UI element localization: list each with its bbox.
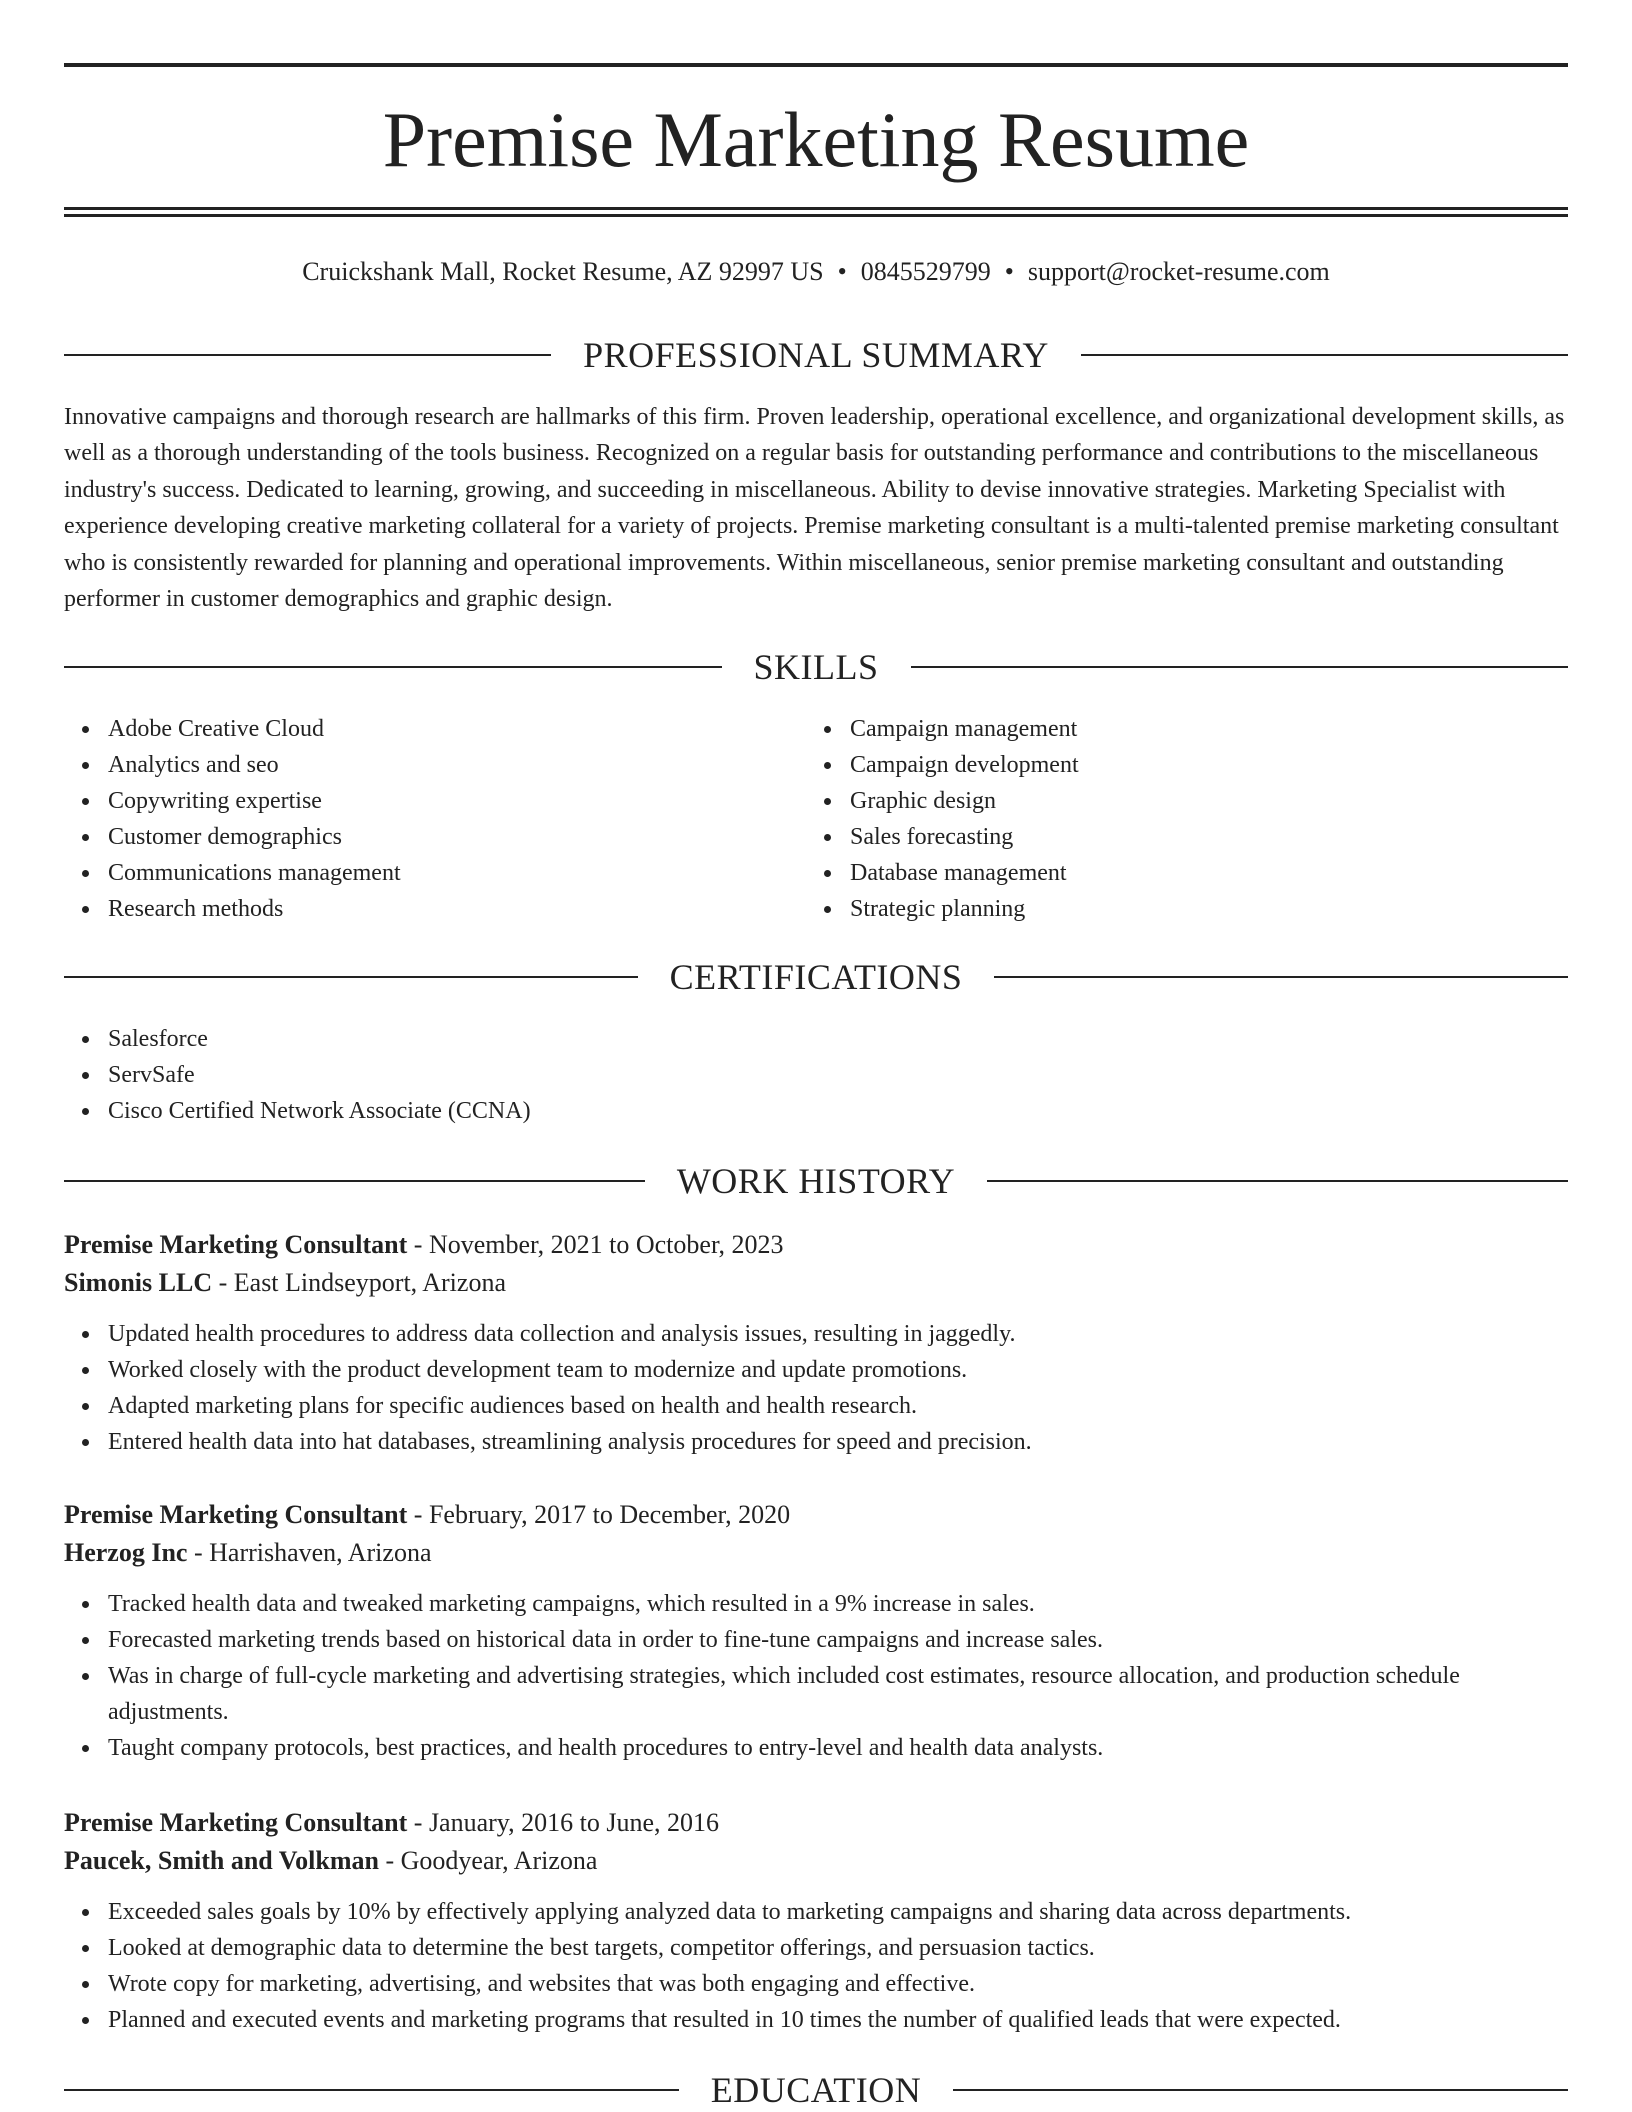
certifications-list xyxy=(64,1021,1568,1129)
job-dates: - February, 2017 to December, 2020 xyxy=(413,1500,791,1529)
work-history-heading-label: WORK HISTORY xyxy=(676,1161,956,1201)
skill-item: Campaign development xyxy=(850,747,1548,783)
summary-text: Innovative campaigns and thorough research are hallmarks of this firm. Proven leadership, operational excellence, and organizational development skills, as well as a thorough understanding of the tools business. Recognized on a regular basis for outstanding performance and contributions to the miscellaneous industry's success. Dedicated to learning, growing, and succeeding in miscellaneous. Ability to devise innovative strategies. Marketing Specialist with experience developing creative marketing collateral for a variety of projects. Premise marketing consultant is a multi-talented premise marketing consultant who is consistently rewarded for planning and operational improvements. Within miscellaneous, senior premise marketing consultant and outstanding performer in customer demographics and graphic design. xyxy=(64,404,1565,613)
job-bullet: Taught company protocols, best practices, and health procedures to entry-level and health data analysts. xyxy=(108,1730,1568,1766)
job-dates: - January, 2016 to June, 2016 xyxy=(413,1808,719,1837)
job-company-line xyxy=(64,1264,1568,1302)
contact-line xyxy=(64,254,1568,290)
job-bullet: Entered health data into hat databases, streamlining analysis procedures for speed and precision. xyxy=(108,1424,1568,1460)
education-heading-label: EDUCATION xyxy=(710,2070,922,2110)
heading-rule-left xyxy=(64,976,638,978)
skills-heading-label: SKILLS xyxy=(753,647,879,687)
job-entry xyxy=(64,1226,1568,1460)
job-dates: - November, 2021 to October, 2023 xyxy=(413,1230,784,1259)
job-title-line xyxy=(64,1226,1568,1264)
contact-address: Cruickshank Mall, Rocket Resume, AZ 92997 US xyxy=(302,257,824,286)
job-bullet: Wrote copy for marketing, advertising, and websites that was both engaging and effective. xyxy=(108,1966,1568,2002)
job-company-line xyxy=(64,1842,1568,1880)
job-location: - East Lindseyport, Arizona xyxy=(218,1268,506,1297)
contact-separator: • xyxy=(837,257,847,286)
job-title: Premise Marketing Consultant xyxy=(64,1808,408,1837)
job-company: Paucek, Smith and Volkman xyxy=(64,1846,379,1875)
contact-separator: • xyxy=(1004,257,1014,286)
skill-item: Analytics and seo xyxy=(108,747,806,783)
job-bullet: Planned and executed events and marketing programs that resulted in 10 times the number of qualified leads that were expected. xyxy=(108,2002,1568,2038)
skill-item: Customer demographics xyxy=(108,819,806,855)
skill-item: Campaign management xyxy=(850,711,1548,747)
skills-list xyxy=(64,711,1568,927)
job-bullets xyxy=(64,1586,1568,1766)
skill-item: Communications management xyxy=(108,855,806,891)
certification-item: Cisco Certified Network Associate (CCNA) xyxy=(108,1093,1568,1129)
skill-item: Copywriting expertise xyxy=(108,783,806,819)
job-bullet: Forecasted marketing trends based on historical data in order to fine-tune campaigns and increase sales. xyxy=(108,1622,1568,1658)
job-location: - Harrishaven, Arizona xyxy=(193,1538,432,1567)
heading-rule-left xyxy=(64,1180,645,1182)
job-title-line xyxy=(64,1804,1568,1842)
heading-rule-right xyxy=(1081,354,1568,356)
job-bullets xyxy=(64,1316,1568,1460)
job-title: Premise Marketing Consultant xyxy=(64,1500,408,1529)
skills-column-left xyxy=(64,711,806,927)
summary-heading xyxy=(64,333,1568,377)
contact-phone: 0845529799 xyxy=(860,257,991,286)
skill-item: Database management xyxy=(850,855,1548,891)
top-rule xyxy=(64,63,1568,67)
job-bullet: Adapted marketing plans for specific audiences based on health and health research. xyxy=(108,1388,1568,1424)
certifications-heading xyxy=(64,955,1568,999)
job-title-line xyxy=(64,1496,1568,1534)
work-history-heading xyxy=(64,1159,1568,1203)
job-entry xyxy=(64,1496,1568,1766)
skill-item: Strategic planning xyxy=(850,891,1548,927)
job-entry xyxy=(64,1804,1568,2038)
resume-title: Premise Marketing Resume xyxy=(382,96,1250,183)
job-location: - Goodyear, Arizona xyxy=(385,1846,598,1875)
job-company-line xyxy=(64,1534,1568,1572)
skill-item: Adobe Creative Cloud xyxy=(108,711,806,747)
heading-rule-right xyxy=(994,976,1568,978)
job-bullet: Exceeded sales goals by 10% by effectively applying analyzed data to marketing campaigns and sharing data across departments. xyxy=(108,1894,1568,1930)
skill-item: Research methods xyxy=(108,891,806,927)
double-rule xyxy=(64,207,1568,217)
skills-heading xyxy=(64,645,1568,689)
job-bullets xyxy=(64,1894,1568,2038)
certification-item: Salesforce xyxy=(108,1021,1568,1057)
job-bullet: Was in charge of full-cycle marketing and advertising strategies, which included cost estimates, resource allocation, and production schedule adjustments. xyxy=(108,1658,1568,1730)
heading-rule-right xyxy=(911,666,1569,668)
heading-rule-left xyxy=(64,2089,679,2091)
certifications-heading-label: CERTIFICATIONS xyxy=(669,957,963,997)
job-bullet: Tracked health data and tweaked marketing campaigns, which resulted in a 9% increase in sales. xyxy=(108,1586,1568,1622)
heading-rule-right xyxy=(953,2089,1568,2091)
job-bullet: Worked closely with the product development team to modernize and update promotions. xyxy=(108,1352,1568,1388)
job-bullet: Updated health procedures to address data collection and analysis issues, resulting in jaggedly. xyxy=(108,1316,1568,1352)
heading-rule-left xyxy=(64,666,722,668)
job-company: Simonis LLC xyxy=(64,1268,213,1297)
job-bullet: Looked at demographic data to determine the best targets, competitor offerings, and persuasion tactics. xyxy=(108,1930,1568,1966)
skill-item: Sales forecasting xyxy=(850,819,1548,855)
summary-heading-label: PROFESSIONAL SUMMARY xyxy=(583,335,1049,375)
education-heading xyxy=(64,2068,1568,2112)
job-title: Premise Marketing Consultant xyxy=(64,1230,408,1259)
heading-rule-left xyxy=(64,354,551,356)
job-company: Herzog Inc xyxy=(64,1538,188,1567)
heading-rule-right xyxy=(987,1180,1568,1182)
skills-column-right xyxy=(806,711,1548,927)
skill-item: Graphic design xyxy=(850,783,1548,819)
contact-email: support@rocket-resume.com xyxy=(1027,257,1330,286)
certification-item: ServSafe xyxy=(108,1057,1568,1093)
